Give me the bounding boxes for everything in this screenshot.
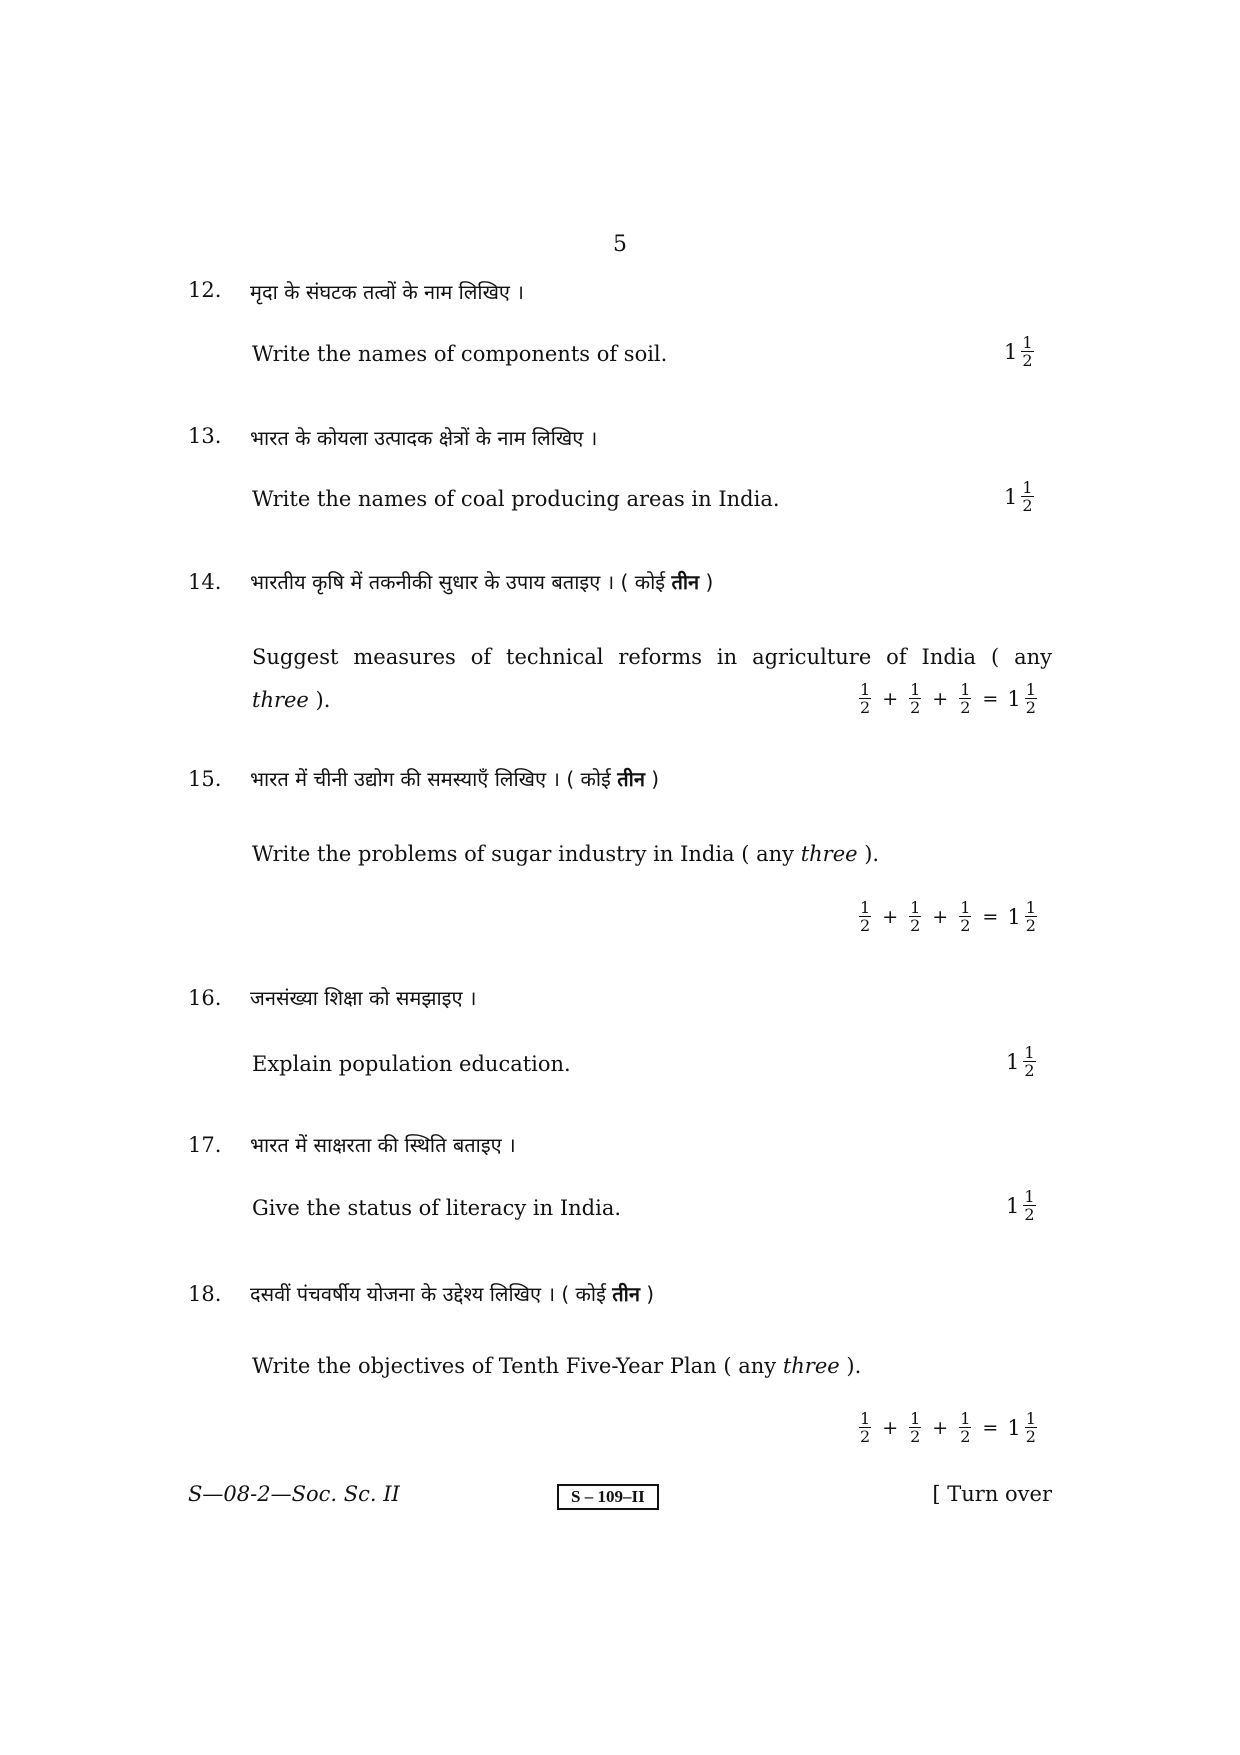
question-12-number: 12. bbox=[188, 278, 222, 302]
marks-whole: 1 bbox=[1004, 339, 1018, 364]
question-17-english: Give the status of literacy in India. bbox=[252, 1196, 622, 1220]
marks-whole: 1 bbox=[1004, 484, 1018, 509]
question-16-number: 16. bbox=[188, 986, 222, 1010]
marks-whole: 1 bbox=[1006, 1193, 1020, 1218]
question-18-english: Write the objectives of Tenth Five-Year Plan ( any three ). bbox=[252, 1354, 862, 1378]
question-16-hindi: जनसंख्या शिक्षा को समझाइए । bbox=[250, 986, 477, 1010]
footer-paper-code: S—08-2—Soc. Sc. II bbox=[188, 1482, 400, 1506]
question-17-number: 17. bbox=[188, 1133, 222, 1157]
question-18-number: 18. bbox=[188, 1282, 222, 1306]
question-15-number: 15. bbox=[188, 767, 222, 791]
question-13-number: 13. bbox=[188, 424, 222, 448]
question-15-hindi: भारत में चीनी उद्योग की समस्याएँ लिखिए । ( कोई तीन ) bbox=[250, 767, 660, 791]
question-18-hindi: दसवीं पंचवर्षीय योजना के उद्देश्य लिखिए । ( कोई तीन ) bbox=[250, 1282, 655, 1306]
marks-whole: 1 bbox=[1006, 1049, 1020, 1074]
question-12-hindi: मृदा के संघटक तत्वों के नाम लिखिए । bbox=[250, 280, 524, 304]
question-15-english: Write the problems of sugar industry in India ( any three ). bbox=[252, 842, 880, 866]
question-14-marks: $\frac{1}{2}$ + $\frac{1}{2}$ + $\frac{1}{2}$ = 1 $\frac{1}{2}$ bbox=[860, 680, 1036, 717]
question-17-hindi: भारत में साक्षरता की स्थिति बताइए । bbox=[250, 1133, 516, 1157]
marks-fraction: $\frac{1}{2}$ bbox=[1022, 478, 1033, 515]
footer-boxed-code: S – 109–II bbox=[557, 1484, 659, 1510]
question-14-hindi: भारतीय कृषि में तकनीकी सुधार के उपाय बताइए । ( कोई तीन ) bbox=[250, 570, 714, 594]
question-15-marks: $\frac{1}{2}$ + $\frac{1}{2}$ + $\frac{1}{2}$ = 1 $\frac{1}{2}$ bbox=[860, 898, 1036, 935]
question-12-marks bbox=[1004, 334, 1036, 369]
question-14-english-line2: three ). bbox=[252, 688, 331, 712]
question-14-number: 14. bbox=[188, 570, 222, 594]
marks-fraction: $\frac{1}{2}$ bbox=[1024, 1043, 1035, 1080]
question-16-english: Explain population education. bbox=[252, 1052, 571, 1076]
question-16-marks bbox=[1006, 1044, 1038, 1079]
marks-fraction: $\frac{1}{2}$ bbox=[1024, 1187, 1035, 1224]
footer-turn-over: [ Turn over bbox=[932, 1482, 1052, 1506]
question-14-english-line1: Suggest measures of technical reforms in agriculture of India ( any bbox=[252, 645, 1052, 669]
question-13-marks bbox=[1004, 479, 1036, 514]
question-13-english: Write the names of coal producing areas in India. bbox=[252, 487, 780, 511]
question-13-hindi: भारत के कोयला उत्पादक क्षेत्रों के नाम लिखिए । bbox=[250, 426, 598, 450]
page-number: 5 bbox=[613, 232, 627, 257]
marks-fraction: $\frac{1}{2}$ bbox=[1022, 333, 1033, 370]
question-18-marks: $\frac{1}{2}$ + $\frac{1}{2}$ + $\frac{1}{2}$ = 1 $\frac{1}{2}$ bbox=[860, 1409, 1036, 1446]
question-17-marks bbox=[1006, 1188, 1038, 1223]
question-12-english: Write the names of components of soil. bbox=[252, 342, 668, 366]
